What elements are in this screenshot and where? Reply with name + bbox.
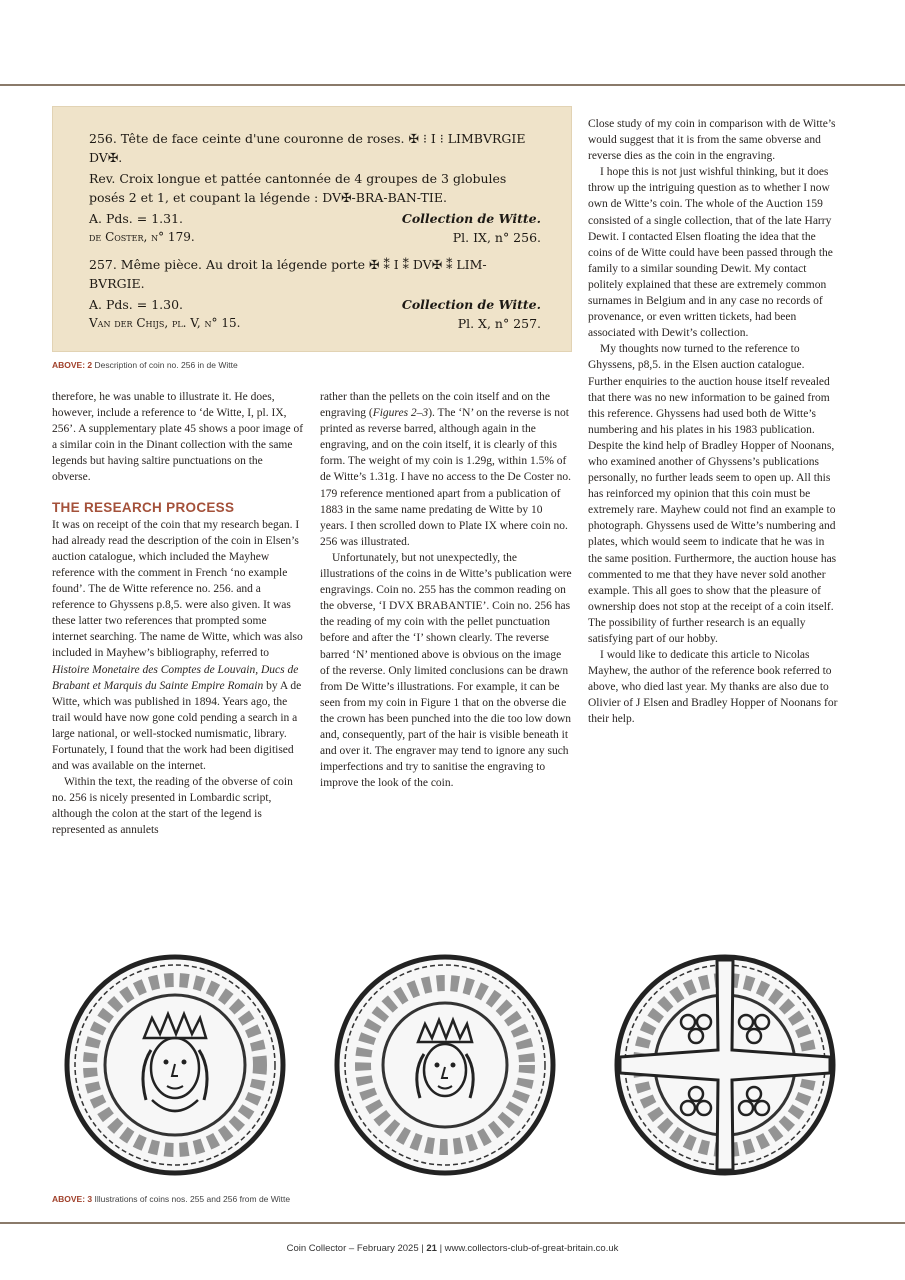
book-title: Histoire Monetaire des Comptes de Louvain, Ducs de Brabant et Marquis du Sainte Empire Romain <box>52 663 299 692</box>
entry-257-collection: Collection de Witte. <box>401 297 541 312</box>
figure-reference: Figures 2–3 <box>372 407 429 420</box>
entry-256-weight: A. Pds. = 1.31. <box>89 211 184 226</box>
entry-257-ref: Van der Chijs, pl. V, n° 15. <box>89 316 241 330</box>
top-rule <box>0 84 905 86</box>
entry-256-collection: Collection de Witte. <box>401 211 541 226</box>
article-column-3 <box>588 116 840 728</box>
coin-256-reverse-engraving <box>610 950 840 1180</box>
col1-paragraph-2: It was on receipt of the coin that my research began. I had already read the description of the coin in Elsen’s auction catalogue, which included the Mayhew reference with the comment in French ‘no example found’. The de Witte reference no. 256. and a reference to Ghyssens p.8,5. were also given. It was these latter two references that prompted some internet searching. The name de Witte, which was also included in Mayhew’s bibliography, referred to Histoire Monetaire des Comptes de Louvain, Ducs de Brabant et Marquis du Sainte Empire Romain by A de Witte, which was published in 1894. Years ago, the trail would have now gone cold pending a search in a large national, or well-stocked numismatic, library. Fortunately, I found that the work had been digitised and was available on the internet. <box>52 518 303 773</box>
bottom-rule <box>0 1222 905 1224</box>
entry-256-obverse: 256. Tête de face ceinte d'une couronne de roses. ✠ ⁝ I ⁝ LIMBVRGIE DV✠. <box>89 131 526 165</box>
entry-257-weight-row <box>89 295 541 314</box>
figure-2-caption-label: ABOVE: 2 <box>52 360 93 370</box>
figure-3-caption-text: Illustrations of coins nos. 255 and 256 from de Witte <box>94 1194 291 1204</box>
coin-255-obverse-engraving <box>60 950 290 1180</box>
figure-2-caption-text: Description of coin no. 256 in de Witte <box>94 360 238 370</box>
catalogue-description-image <box>52 106 572 352</box>
entry-256-ref-row <box>89 228 541 247</box>
col1-paragraph-3: Within the text, the reading of the obverse of coin no. 256 is nicely presented in Lombardic script, although the colon at the start of the legend is represented as annulets <box>52 776 293 837</box>
page-footer <box>0 1243 905 1254</box>
col2-paragraph-1: rather than the pellets on the coin itself and on the engraving (Figures 2–3). The ‘N’ on the reverse is not printed as reverse barred, although again in the engraving, and on the coin itself, it is clearly of this form. The weight of my coin is 1.29g, within 1.5% of de Witte’s 1.31g. I have no access to the De Coster no. 179 reference mentioned apart from a publication of 1883 in the same name predating de Witte by 10 years. I then scrolled down to Plate IX where coin no. 256 was illustrated. <box>320 391 571 548</box>
entry-257-plate: Pl. X, n° 257. <box>457 316 541 331</box>
col1-paragraph-1: therefore, he was unable to illustrate it. He does, however, include a reference to ‘de Witte, I, pl. IX, 256’. A supplementary plate 45 shows a poor image of a similar coin in the Dinant collection with the same legends but having saltire punctuations on the obverse. <box>52 391 304 484</box>
entry-257-text: 257. Même pièce. Au droit la légende porte ✠ ⁑ I ⁑ DV✠ ⁑ LIM-BVRGIE. <box>89 257 487 291</box>
article-column-2 <box>320 389 572 791</box>
entry-257-weight: A. Pds. = 1.30. <box>89 297 184 312</box>
entry-256-plate: Pl. IX, n° 256. <box>452 230 541 245</box>
coin-256-obverse-engraving <box>330 950 560 1180</box>
footer-magazine: Coin Collector – February 2025 | <box>286 1243 424 1254</box>
section-heading: THE RESEARCH PROCESS <box>52 499 235 515</box>
entry-256-ref: de Coster, n° 179. <box>89 230 195 244</box>
figure-2-caption <box>52 360 238 370</box>
entry-256-weight-row <box>89 209 541 228</box>
entry-256-reverse: Rev. Croix longue et pattée cantonnée de 4 groupes de 3 globules posés 2 et 1, et coupant la légende : DV✠-BRA-BAN-TIE. <box>89 171 507 205</box>
col3-paragraph-1: Close study of my coin in comparison with de Witte’s would suggest that it is from the same obverse and reverse dies as the coin in the engraving. <box>588 118 836 163</box>
entry-257-ref-row <box>89 314 541 333</box>
col2-paragraph-2: Unfortunately, but not unexpectedly, the illustrations of the coins in de Witte’s publication were engravings. Coin no. 255 has the common reading on the obverse, ‘I DVX BRABANTIE’. Coin no. 256 has the reading of my coin with the pellet punctuation before and after the ‘I’ shown clearly. The reverse barred ‘N’ mentioned above is obvious on the image of the reverse. Only limited conclusions can be drawn from De Witte’s illustrations. For example, it can be seen from my coin in Figure 1 that on the obverse die the crown has been punched into the die too low down and, consequently, part of the hair is visible beneath it and over it. The engraver may tend to ignore any such imperfections and try to sanitise the engraving to improve the look of the coin. <box>320 551 572 790</box>
figure-3-caption-label: ABOVE: 3 <box>52 1194 93 1204</box>
figure-3-caption <box>52 1194 290 1204</box>
footer-url: | www.collectors-club-of-great-britain.co.uk <box>439 1243 619 1254</box>
col3-paragraph-4: I would like to dedicate this article to Nicolas Mayhew, the author of the reference book referred to above, who died last year. My thanks are also due to Olivier of J Elsen and Bradley Hopper of Noonans for their help. <box>588 649 838 726</box>
footer-page-number: 21 <box>426 1243 437 1254</box>
col3-paragraph-3: My thoughts now turned to the reference to Ghyssens, p8,5. in the Elsen auction catalogue. Further enquiries to the auction house itself revealed that there was no new information to be gained from this reference. Ghyssens had used both de Witte’s numbering and his plates in his 1983 publication. Despite the kind help of Bradley Hopper of Noonans, who examined another of Ghyssens’s publications personally, no further leads seem to open up. All this has reinforced my opinion that this coin must be extremely rare. Mayhew could not find an example to photograph. Ghyssens used de Witte’s numbering and plates, which would seem to indicate that he was in the same position. Furthermore, the auction house has commented to me that they have never sold another example. This all goes to show that the pleasure of ownership does not stop at the receipt of a coin itself. The possibility of further research is an equally satisfying part of our hobby. <box>588 343 837 645</box>
article-column-1 <box>52 389 304 839</box>
col3-paragraph-2: I hope this is not just wishful thinking, but it does throw up the intriguing question as to whether I now own de Witte’s coin. The whole of the Auction 159 consisted of a single collection, that of the late Harry Dewit. I contacted Elsen floating the idea that the coins of de Witte could have been passed through the family to a similar sounding Dewit. My contact politely explained that these are extremely common surnames in Belgium and in any case no records of provenance, or even written tickets, had been associated with Dewit’s collection. <box>588 166 833 340</box>
